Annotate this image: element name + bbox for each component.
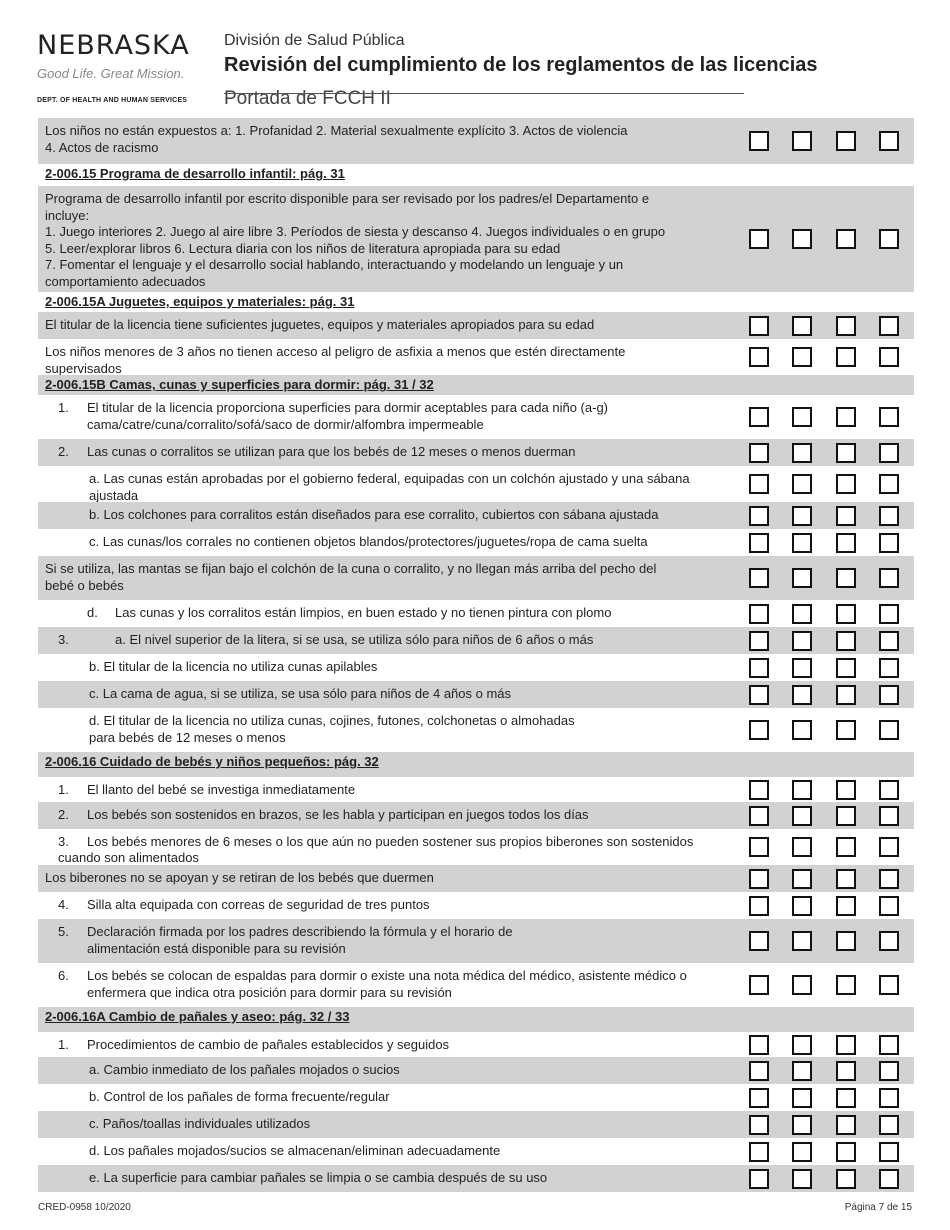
checkbox-4[interactable] [879,568,899,588]
checkbox-1[interactable] [749,443,769,463]
page-number: Página 7 de 15 [844,1202,912,1213]
checkbox-4[interactable] [879,407,899,427]
item-text: Los bebés son sostenidos en brazos, se les habla y participan en juegos todos los días [87,807,589,822]
checkbox-1[interactable] [749,631,769,651]
division-name: División de Salud Pública [224,32,405,49]
checkbox-4[interactable] [879,316,899,336]
checkbox-4[interactable] [879,1035,899,1055]
item-number: 2. [58,807,69,822]
checkbox-3[interactable] [836,604,856,624]
checkbox-group [744,312,914,339]
checkbox-3[interactable] [836,533,856,553]
checkbox-1[interactable] [749,1169,769,1189]
checkbox-group [744,1165,914,1192]
item-text: Silla alta equipada con correas de seguridad de tres puntos [87,897,430,912]
checklist-row [38,1165,914,1192]
checkbox-3[interactable] [836,1142,856,1162]
checkbox-2[interactable] [792,837,812,857]
item-number: 4. [58,897,69,912]
checkbox-group [744,1032,914,1057]
item-text: Programa de desarrollo infantil por escrito disponible para ser revisado por los padres/el Departamento e incluye: 1. Juego interiores 2. Juego al aire libre 3. Períodos de siesta y descanso 4. Juegos individuales o en grupo 5. Leer/explorar libros 6. Lectura diaria con los niños de literatura apropiada para su edad 7. Fomentar el lenguaje y el desarrollo social hablando, interactuando y modelando un lenguaje y un comportamiento adecuados [45,191,666,289]
checkbox-1[interactable] [749,604,769,624]
checkbox-4[interactable] [879,604,899,624]
item-number: 6. [58,968,69,983]
checkbox-2[interactable] [792,443,812,463]
item-text: Los bebés se colocan de espaldas para dormir o existe una nota médica del médico, asistente médico o enfermera que indica otra posición para dormir para su revisión [87,968,687,1000]
item-text: c. La cama de agua, si se utiliza, se usa sólo para niños de 4 años o más [89,686,512,701]
item-text: El titular de la licencia proporciona superficies para dormir aceptables para cada niño (a-g) cama/catre/cuna/corralito/sofá/saco de dormir/alfombra impermeable [87,400,608,432]
checkbox-1[interactable] [749,806,769,826]
checklist-row [38,1057,914,1084]
checkbox-1[interactable] [749,407,769,427]
checkbox-4[interactable] [879,720,899,740]
item-text: Los niños menores de 3 años no tienen acceso al peligro de asfixia a menos que estén directamente supervisados [45,344,626,376]
checklist-row [38,892,914,919]
checkbox-group [744,681,914,708]
checkbox-2[interactable] [792,658,812,678]
checkbox-1[interactable] [749,1035,769,1055]
item-text: El titular de la licencia tiene suficientes juguetes, equipos y materiales apropiados para su edad [45,317,595,332]
section-title: 2-006.15 Programa de desarrollo infantil: pág. 31 [45,166,345,181]
page-header [0,0,950,118]
item-text: b. Los colchones para corralitos están diseñados para ese corralito, cubiertos con sábana ajustada [89,507,659,522]
checkbox-2[interactable] [792,1169,812,1189]
checklist-row [38,1138,914,1165]
checkbox-4[interactable] [879,533,899,553]
section-header [38,752,914,777]
item-text: Procedimientos de cambio de pañales establecidos y seguidos [87,1037,450,1052]
checkbox-4[interactable] [879,443,899,463]
checkbox-group [744,556,914,600]
item-text: Si se utiliza, las mantas se fijan bajo el colchón de la cuna o corralito, y no llegan más arriba del pecho del bebé o bebés [45,561,657,593]
item-number: 3. [58,834,69,849]
item-text: e. La superficie para cambiar pañales se limpia o se cambia después de su uso [89,1170,548,1185]
checkbox-3[interactable] [836,1061,856,1081]
checkbox-group [744,395,914,439]
checklist-row [38,627,914,654]
checkbox-3[interactable] [836,316,856,336]
section-header [38,1007,914,1032]
checklist-row [38,600,914,627]
checklist-row [38,865,914,892]
checkbox-4[interactable] [879,975,899,995]
checkbox-2[interactable] [792,720,812,740]
item-text: d. Los pañales mojados/sucios se almacenan/eliminan adecuadamente [89,1143,501,1158]
form-code: CRED-0958 10/2020 [38,1202,131,1213]
checkbox-4[interactable] [879,806,899,826]
item-number: 1. [58,400,69,415]
checkbox-1[interactable] [749,506,769,526]
checkbox-1[interactable] [749,229,769,249]
checkbox-3[interactable] [836,407,856,427]
checklist-row [38,339,914,375]
checkbox-3[interactable] [836,506,856,526]
checkbox-group [744,1111,914,1138]
checkbox-4[interactable] [879,658,899,678]
checkbox-3[interactable] [836,1115,856,1135]
page-subtitle: Portada de FCCH II [224,88,391,109]
checkbox-2[interactable] [792,316,812,336]
item-text: Los niños no están expuestos a: 1. Profanidad 2. Material sexualmente explícito 3. Actos de violencia 4. Actos de racismo [45,123,628,155]
item-text: c. Paños/toallas individuales utilizados [89,1116,311,1131]
checklist-row [38,963,914,1007]
checkbox-3[interactable] [836,347,856,367]
checklist-row [38,1111,914,1138]
item-number: 3. [58,632,69,647]
checkbox-2[interactable] [792,1061,812,1081]
checkbox-2[interactable] [792,896,812,916]
checkbox-group [744,829,914,865]
checkbox-4[interactable] [879,1115,899,1135]
checkbox-group [744,865,914,892]
checkbox-2[interactable] [792,806,812,826]
checkbox-2[interactable] [792,506,812,526]
checkbox-2[interactable] [792,1142,812,1162]
checkbox-3[interactable] [836,1169,856,1189]
item-text-continuation: cuando son alimentados [58,850,199,865]
item-text: c. Las cunas/los corrales no contienen objetos blandos/protectores/juguetes/ropa de cama suelta [89,534,648,549]
checkbox-2[interactable] [792,1088,812,1108]
checkbox-1[interactable] [749,780,769,800]
checkbox-2[interactable] [792,568,812,588]
checkbox-2[interactable] [792,407,812,427]
checkbox-group [744,1057,914,1084]
checkbox-2[interactable] [792,533,812,553]
checkbox-2[interactable] [792,780,812,800]
checkbox-1[interactable] [749,658,769,678]
checklist-row [38,829,914,865]
nebraska-logo: NEBRASKA [37,30,190,61]
checkbox-4[interactable] [879,869,899,889]
checkbox-1[interactable] [749,568,769,588]
item-text: d. El titular de la licencia no utiliza cunas, cojines, futones, colchonetas o almohadas para bebés de 12 meses o menos [89,713,575,745]
checklist-table [38,118,914,1192]
item-text: b. El titular de la licencia no utiliza cunas apilables [89,659,378,674]
section-title: 2-006.15A Juguetes, equipos y materiales: pág. 31 [45,294,355,309]
checkbox-group [744,502,914,529]
checkbox-1[interactable] [749,720,769,740]
checkbox-1[interactable] [749,896,769,916]
checkbox-group [744,777,914,802]
item-text: El llanto del bebé se investiga inmediatamente [87,782,356,797]
checkbox-2[interactable] [792,604,812,624]
item-text: b. Control de los pañales de forma frecuente/regular [89,1089,390,1104]
checkbox-4[interactable] [879,1142,899,1162]
checkbox-3[interactable] [836,931,856,951]
checklist-row [38,439,914,466]
item-number: d. [87,605,98,620]
checkbox-1[interactable] [749,1115,769,1135]
checkbox-1[interactable] [749,131,769,151]
checkbox-3[interactable] [836,658,856,678]
checkbox-group [744,708,914,752]
checklist-row [38,681,914,708]
checkbox-3[interactable] [836,443,856,463]
item-text: Los bebés menores de 6 meses o los que aún no pueden sostener sus propios biberones son sostenidos [87,834,694,849]
checkbox-1[interactable] [749,975,769,995]
checkbox-2[interactable] [792,131,812,151]
checkbox-3[interactable] [836,568,856,588]
checklist-row [38,118,914,164]
checkbox-2[interactable] [792,631,812,651]
checkbox-2[interactable] [792,869,812,889]
checkbox-1[interactable] [749,685,769,705]
checkbox-4[interactable] [879,229,899,249]
checkbox-2[interactable] [792,1035,812,1055]
item-text: Declaración firmada por los padres describiendo la fórmula y el horario de alimentación está disponible para su revisión [87,924,513,956]
checkbox-group [744,919,914,963]
checkbox-group [744,466,914,502]
item-text: Las cunas o corralitos se utilizan para que los bebés de 12 meses o menos duerman [87,444,576,459]
checklist-row [38,529,914,556]
checkbox-group [744,1084,914,1111]
checkbox-group [744,439,914,466]
item-text: a. El nivel superior de la litera, si se usa, se utiliza sólo para niños de 6 años o más [115,632,594,647]
checkbox-3[interactable] [836,896,856,916]
checklist-row [38,654,914,681]
item-number: 2. [58,444,69,459]
checklist-row [38,186,914,292]
section-title: 2-006.16 Cuidado de bebés y niños pequeños: pág. 32 [45,754,379,769]
item-text: a. Cambio inmediato de los pañales mojados o sucios [89,1062,400,1077]
checkbox-4[interactable] [879,131,899,151]
checklist-row [38,466,914,502]
page-title: Revisión del cumplimiento de los reglamentos de las licencias [224,54,818,76]
checkbox-4[interactable] [879,837,899,857]
checkbox-2[interactable] [792,347,812,367]
checkbox-4[interactable] [879,506,899,526]
item-text: Los biberones no se apoyan y se retiran de los bebés que duermen [45,870,434,885]
checkbox-3[interactable] [836,720,856,740]
checklist-row [38,777,914,802]
checkbox-1[interactable] [749,533,769,553]
checkbox-group [744,1138,914,1165]
checkbox-1[interactable] [749,1142,769,1162]
section-header [38,375,914,395]
checkbox-1[interactable] [749,931,769,951]
checkbox-group [744,627,914,654]
logo-tagline: Good Life. Great Mission. [37,66,185,81]
checkbox-1[interactable] [749,347,769,367]
checkbox-2[interactable] [792,975,812,995]
checklist-row [38,802,914,829]
checkbox-3[interactable] [836,975,856,995]
checklist-row [38,502,914,529]
checkbox-1[interactable] [749,1061,769,1081]
checkbox-4[interactable] [879,1169,899,1189]
checkbox-group [744,600,914,627]
checklist-row [38,312,914,339]
checkbox-2[interactable] [792,474,812,494]
checkbox-4[interactable] [879,931,899,951]
checkbox-4[interactable] [879,474,899,494]
checkbox-3[interactable] [836,780,856,800]
checkbox-group [744,186,914,292]
checkbox-4[interactable] [879,347,899,367]
checkbox-4[interactable] [879,685,899,705]
checkbox-3[interactable] [836,631,856,651]
item-number: 5. [58,924,69,939]
checkbox-1[interactable] [749,474,769,494]
logo-department: DEPT. OF HEALTH AND HUMAN SERVICES [37,97,188,104]
checklist-row [38,708,914,752]
checkbox-1[interactable] [749,316,769,336]
checkbox-group [744,339,914,375]
checkbox-group [744,963,914,1007]
section-title: 2-006.15B Camas, cunas y superficies para dormir: pág. 31 / 32 [45,377,434,392]
checkbox-3[interactable] [836,474,856,494]
checkbox-group [744,529,914,556]
checkbox-3[interactable] [836,1035,856,1055]
section-title: 2-006.16A Cambio de pañales y aseo: pág. 32 / 33 [45,1009,350,1024]
checkbox-group [744,802,914,829]
checklist-row [38,919,914,963]
checkbox-3[interactable] [836,837,856,857]
checkbox-1[interactable] [749,837,769,857]
section-header [38,164,914,186]
checkbox-group [744,654,914,681]
item-text: a. Las cunas están aprobadas por el gobierno federal, equipadas con un colchón ajustado y una sábana ajustada [89,471,690,503]
checkbox-2[interactable] [792,685,812,705]
checkbox-3[interactable] [836,685,856,705]
checklist-row [38,395,914,439]
item-number: 1. [58,1037,69,1052]
checkbox-1[interactable] [749,869,769,889]
checklist-row [38,1032,914,1057]
checkbox-4[interactable] [879,780,899,800]
item-number: 1. [58,782,69,797]
checkbox-4[interactable] [879,1061,899,1081]
header-divider [224,93,744,94]
checkbox-3[interactable] [836,131,856,151]
checkbox-3[interactable] [836,229,856,249]
item-text: Las cunas y los corralitos están limpios, en buen estado y no tienen pintura con plomo [115,605,612,620]
checkbox-2[interactable] [792,1115,812,1135]
checkbox-3[interactable] [836,1088,856,1108]
checklist-row [38,556,914,600]
checkbox-3[interactable] [836,869,856,889]
checkbox-4[interactable] [879,896,899,916]
section-header [38,292,914,312]
checkbox-4[interactable] [879,1088,899,1108]
checkbox-group [744,892,914,919]
checkbox-2[interactable] [792,931,812,951]
checklist-row [38,1084,914,1111]
checkbox-group [744,118,914,164]
checkbox-2[interactable] [792,229,812,249]
checkbox-4[interactable] [879,631,899,651]
checkbox-3[interactable] [836,806,856,826]
checkbox-1[interactable] [749,1088,769,1108]
